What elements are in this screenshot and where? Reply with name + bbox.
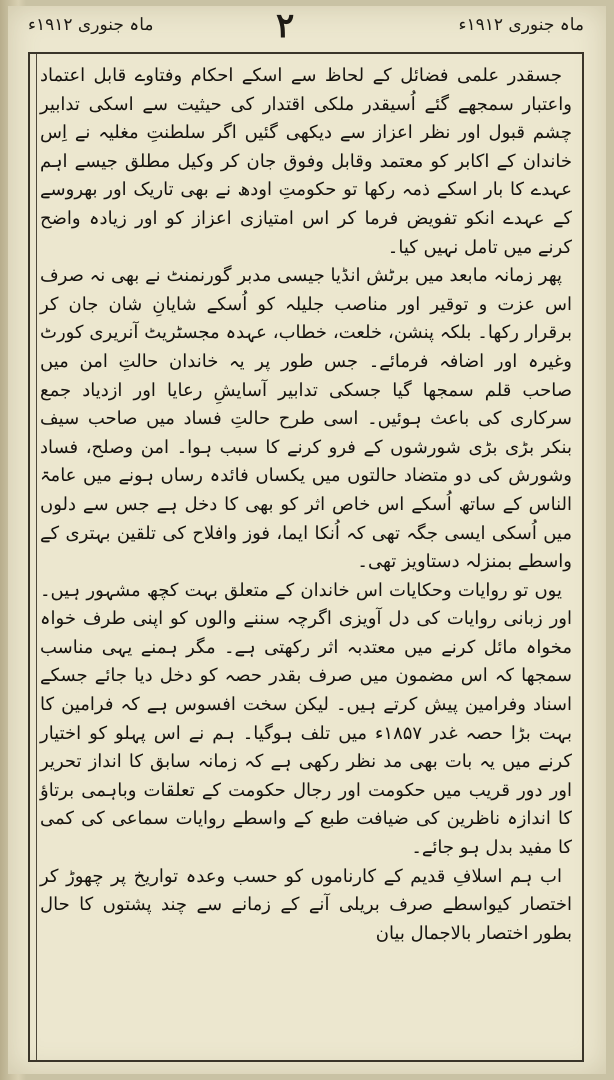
paragraph-2: پھر زمانہ مابعد میں برٹش انڈیا جیسی مدبر گورنمنٹ نے بھی نہ صرف اس عزت و توقیر اور مناصب جلیلہ کو اُسکے شایانِ شان جان کر برقرار رکھا۔ بلکہ پنشن، خلعت، خطاب، عہدہ مجسٹریٹ آنریری کورٹ وغیرہ اور اضافہ فرمائے۔ جس طور پر یہ خاندان حالتِ امن میں صاحب قلم سمجھا گیا جسکی تدابیر آسایشِ رعایا اور ازدیاد جمع سرکاری کی باعث ہوئیں۔ اسی طرح حالتِ فساد میں صاحب سیف بنکر بڑی بڑی شورشوں کے فرو کرنے کا سبب ہوا۔ امن وصلح، فساد وشورش کی دو متضاد حالتوں میں یکساں فائدہ رساں ہونے میں عامۃ الناس کے ساتھ اُسکے اس خاص اثر کو بھی کا دخل ہے جس سے دلوں میں اُسکی ایسی جگہ تھی کہ اُنکا ایما، فوز وافلاح کی تلقین بہتری کے واسطے بمنزلہ دستاویز تھی۔ — [40, 265, 572, 573]
paragraph-3: یوں تو روایات وحکایات اس خاندان کے متعلق بہت کچھ مشہور ہیں۔ اور زبانی روایات کی دل آویزی اگرچہ سننے والوں کو اپنی طرف خواہ مخواہ مائل کرنے میں معتدبہ اثر رکھتی ہے۔ مگر ہمنے یہی مناسب سمجھا کہ اس مضمون میں صرف بقدر حصہ کو دخل دیا جائے جسکے اسناد وفرامین پیش کرتے ہیں۔ لیکن سخت افسوس ہے کہ فرامین کا بہت بڑا حصہ غدر ۱۸۵۷ء میں تلف ہوگیا۔ ہم نے اس پہلو کو اختیار کرنے میں یہ بات بھی مد نظر رکھی ہے کہ زمانہ سابق کا انداز تحریر اور دور قریب میں حکومت اور رجال حکومت کے تعلقات وباہمی برتاؤ کا اندازہ ناظرین کی ضیافت طبع کے واسطے روایات سماعی کی کمی کا مفید بدل ہو جائے۔ — [40, 579, 572, 859]
margin-rule — [36, 54, 37, 1060]
header-right-date: ماہ جنوری ۱۹۱۲ء — [458, 15, 584, 35]
header-left-date: ماہ جنوری ۱۹۱۲ء — [28, 15, 154, 35]
page-number: ۲ — [276, 6, 295, 46]
page-header — [28, 6, 584, 50]
paragraph-4: اب ہم اسلافِ قدیم کے کارناموں کو حسب وعدہ تواریخ پر چھوڑ کر اختصار کیواسطے صرف بریلی آنے کے زمانے سے چند پشتوں کا حال بطور اختصار بالاجمال بیان — [40, 865, 572, 944]
article-body — [40, 62, 572, 948]
paragraph-1: جسقدر علمی فضائل کے لحاظ سے اسکے احکام وفتاوے قابل اعتماد واعتبار سمجھے گئے اُسیقدر ملکی اقتدار کی حیثیت سے اسکی تدابیر چشم قبول اور نظر اعزاز سے دیکھی گئیں اگر سلطنتِ مغلیہ نے اِس خاندان کے اکابر کو معتمد وقابل وفوق جان کر وکیل مطلق جیسے اہم عہدے کا بار اسکے ذمہ رکھا تو حکومتِ اودھ نے بھی تاریک اور بھروسے کے عہدے انکو تفویض فرما کر اس امتیازی اعزاز کو اور زیادہ واضح کرنے میں تامل نہیں کیا۔ — [40, 65, 572, 258]
